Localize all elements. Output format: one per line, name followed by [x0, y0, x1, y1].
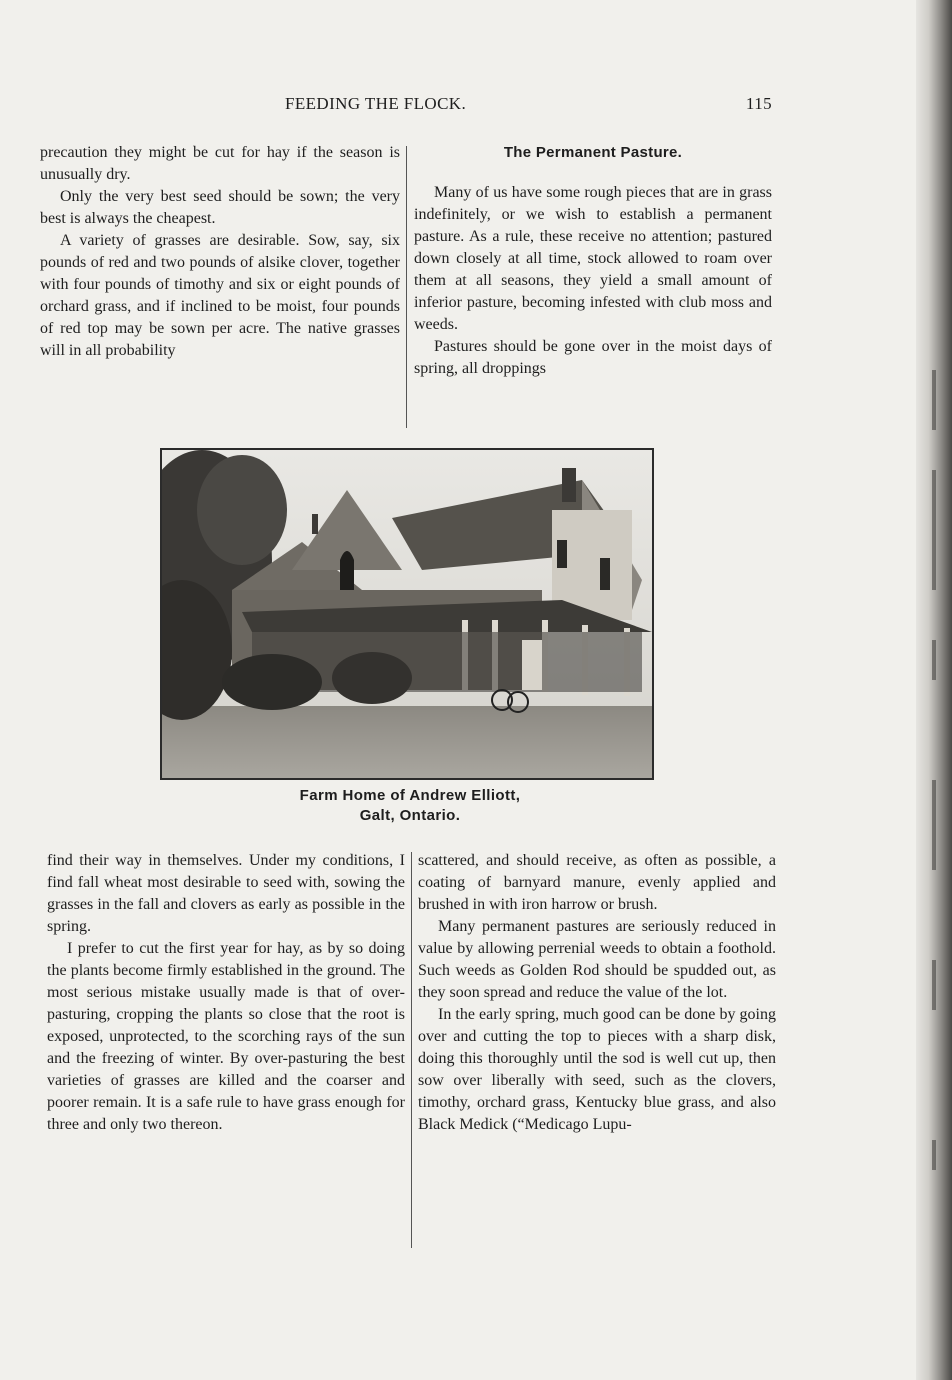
- page-number: 115: [745, 94, 772, 113]
- paragraph: Pastures should be gone over in the moist days of spring, all droppings: [414, 338, 772, 377]
- paragraph: A variety of grasses are desirable. Sow, say, six pounds of red and two pounds of alsike clover, together with four pounds of timothy and six or eight pounds of orchard grass, and if inclined to be moist, four pounds of red top may be sown per acre. The native grasses will in all probability: [40, 232, 400, 359]
- running-head: FEEDING THE FLOCK.: [285, 94, 467, 113]
- paragraph: precaution they might be cut for hay if the season is unusually dry.: [40, 144, 400, 183]
- column-rule-bottom: [411, 852, 412, 1248]
- paragraph: I prefer to cut the first year for hay, as by so doing the plants become firmly established in the ground. The most serious mistake usually made is that of over-pasturing, cropping the plants so close that the root is exposed, unprotected, to the scorching rays of the sun and the freezing of winter. By over-pasturing the best varieties of grasses are killed and the coarser and poorer remain. It is a safe rule to have grass enough for three and only two thereon.: [47, 940, 405, 1133]
- right-column-top: [414, 142, 772, 380]
- column-rule-top: [406, 146, 407, 428]
- caption-line: Farm Home of Andrew Elliott,: [299, 787, 521, 804]
- section-title: The Permanent Pasture.: [503, 144, 683, 161]
- page-header: [40, 94, 780, 118]
- caption-line: Galt, Ontario.: [359, 807, 461, 824]
- left-column-top: [40, 142, 400, 362]
- paragraph: find their way in themselves. Under my conditions, I find fall wheat most desirable to seed with, sowing the grasses in the fall and clovers as early as possible in the spring.: [47, 852, 405, 935]
- farmhouse-photo: [160, 448, 654, 780]
- paragraph: Only the very best seed should be sown; the very best is always the cheapest.: [40, 188, 400, 227]
- paragraph: In the early spring, much good can be done by going over and cutting the top to pieces with a sharp disk, doing this thoroughly until the sod is well cut up, then sow over liberally with seed, such as the clovers, timothy, orchard grass, Kentucky blue grass, and also Black Medick (“Medicago Lupu-: [418, 1006, 776, 1133]
- left-column-bottom: [47, 850, 405, 1136]
- right-column-bottom: [418, 850, 776, 1136]
- paragraph: scattered, and should receive, as often as possible, a coating of barnyard manure, evenly applied and brushed in with iron harrow or brush.: [418, 852, 776, 913]
- book-binding-edge: [916, 0, 952, 1380]
- figure-caption: [160, 786, 660, 826]
- paragraph: Many permanent pastures are seriously reduced in value by allowing perrenial weeds to obtain a foothold. Such weeds as Golden Rod should be spudded out, as they soon spread and reduce the value of the lot.: [418, 918, 776, 1001]
- paragraph: Many of us have some rough pieces that are in grass indefinitely, or we wish to establish a permanent pasture. As a rule, these receive no attention; pastured down closely at all time, stock allowed to roam over them at all seasons, they yield a small amount of inferior pasture, becoming infested with club moss and weeds.: [414, 184, 772, 333]
